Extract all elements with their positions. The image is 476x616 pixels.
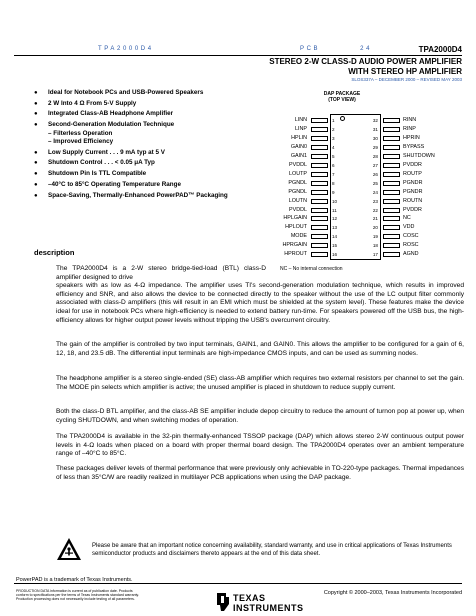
feature-text: Integrated Class-AB Headphone Amplifier (48, 110, 174, 118)
feature-item (34, 121, 234, 147)
pin-lead-left (311, 208, 328, 213)
pin-number-left: 7 (332, 171, 335, 177)
pin-number-left: 14 (332, 234, 338, 240)
pin-name-left: PVDDL (289, 206, 307, 213)
pin-number-left: 3 (332, 135, 335, 141)
package-title-line2: (TOP VIEW) (328, 97, 356, 103)
nc-note: NC – No internal connection (280, 266, 343, 272)
pin-lead-right (383, 216, 400, 221)
description-p1-rest: speakers with as low as 4-Ω impedance. The amplifier uses TI's second-generation modulation technique, which results in improved efficiency and SNR, and also allows the device to be connected directly to the speaker without the use of the LC output filter commonly associated with class-D amplifiers (this will result in an EMI which must be shielded at the system level). These features make the device ideal for use in notebook PCs where high-efficiency is needed to extend battery run-time. For speakers powered off the USB bus, the high-efficiency allows for higher output power levels without tripping the USB's overcurrent circuitry. (56, 282, 464, 324)
pin-number-left: 4 (332, 144, 335, 150)
feature-text: Low Supply Current . . . 9 mA typ at 5 V (48, 148, 165, 156)
pin-lead-right (383, 136, 400, 141)
pin-lead-left (311, 190, 328, 195)
description-heading: description (34, 248, 75, 257)
pin-name-right: NC (403, 215, 411, 222)
page-title: TPA2000D4 (418, 45, 462, 54)
doc-subtitle-line1: STEREO 2-W CLASS-D AUDIO POWER AMPLIFIER (269, 57, 462, 66)
pin-number-right: 32 (372, 118, 378, 123)
feature-item (34, 149, 234, 158)
header-pcb-label: PCB (300, 46, 321, 52)
pin-name-right: SHUTDOWN (403, 152, 435, 159)
pin-name-left: PGNDL (288, 188, 307, 195)
pin-name-right: PVDDR (403, 206, 422, 213)
feature-item (34, 181, 234, 190)
pin-name-left: GAIN1 (290, 152, 307, 159)
feature-list (34, 89, 234, 202)
pin-number-right: 30 (372, 135, 378, 141)
pin-lead-right (383, 172, 400, 177)
pin-number-left: 15 (332, 243, 338, 249)
pin-number-right: 23 (372, 198, 378, 204)
pin-lead-left (311, 145, 328, 150)
header-pcb-number: 24 (360, 46, 373, 52)
pin-lead-right (383, 118, 400, 123)
pin-number-left: 11 (332, 207, 337, 213)
pin-number-right: 27 (372, 162, 378, 168)
pin-name-left: PGNDL (288, 179, 307, 186)
pin-number-left: 12 (332, 216, 338, 222)
feature-text: –40°C to 85°C Operating Temperature Range (48, 180, 181, 188)
pin-name-right: ROSC (403, 242, 419, 249)
pin-lead-right (383, 225, 400, 230)
header-rule (14, 55, 462, 56)
production-data-note: PRODUCTION DATA information is current as of publication date. Products conform to specifications per the terms of Texas Instruments standard warranty. Production processing does not necessarily include testing of all parameters. (16, 589, 140, 602)
feature-item (34, 192, 234, 201)
trademark-note: PowerPAD is a trademark of Texas Instruments. (16, 577, 133, 583)
pin-name-left: PVDDL (289, 161, 307, 168)
pin-number-left: 1 (332, 118, 335, 123)
pin-name-left: HPLIN (291, 134, 307, 141)
pin-number-left: 2 (332, 126, 335, 132)
header-pcb (300, 46, 372, 52)
description-paragraph-1 (56, 265, 464, 325)
doc-id: SLOS337A – DECEMBER 2000 – REVISED MAY 2003 (351, 77, 462, 82)
pin-name-left: HPLOUT (285, 224, 307, 231)
pin-number-left: 16 (332, 252, 338, 258)
pin-name-left: MODE (290, 233, 307, 240)
pin-lead-left (311, 252, 328, 257)
description-paragraph-5: The TPA2000D4 is available in the 32-pin thermally-enhanced TSSOP package (DAP) which allows stereo 2-W continuous output power levels in 4-Ω loads when placed on a board with proper thermal board design. The TPA2000D4 operates over an ambient temperature range of –40°C to 85°C. (56, 433, 464, 458)
pin-number-right: 17 (372, 252, 378, 258)
logo-instruments: INSTRUMENTS (233, 603, 304, 613)
pin-lead-right (383, 154, 400, 159)
pin-number-right: 21 (372, 216, 378, 222)
copyright: Copyright © 2000–2003, Texas Instruments Incorporated (323, 590, 462, 596)
pin-name-right: ROUTP (403, 170, 422, 177)
pin-name-left: GAIN0 (290, 143, 307, 150)
feature-item (34, 170, 234, 179)
pin-lead-left (311, 234, 328, 239)
description-paragraph-3: The headphone amplifier is a stereo single-ended (SE) class-AB amplifier which requires two external resistors per channel to set the gain. The MODE pin selects which amplifier is active; the unused amplifier is placed in shutdown to reduce supply current. (56, 375, 464, 391)
pin-name-right: ROUTN (403, 197, 423, 204)
feature-subitem: – Improved Efficiency (48, 138, 114, 146)
pin-name-left: HPRGAIN (282, 242, 307, 249)
feature-text: Space-Saving, Thermally-Enhanced PowerPAD™ Packaging (48, 191, 228, 199)
pin-lead-left (311, 216, 328, 221)
pin-number-right: 20 (372, 225, 378, 231)
description-p1-start: The TPA2000D4 is a 2-W stereo bridge-tied-load (BTL) class-D amplifier designed to drive (56, 265, 266, 281)
logo-texas: TEXAS (233, 593, 266, 603)
package-title-line1: DAP PACKAGE (323, 91, 361, 97)
pin-number-left: 9 (332, 189, 335, 195)
pin-lead-left (311, 136, 328, 141)
pin-number-right: 25 (372, 180, 378, 186)
pin-number-left: 10 (332, 198, 338, 204)
feature-text: Shutdown Pin Is TTL Compatible (48, 170, 147, 178)
pin-lead-right (383, 145, 400, 150)
ti-logo-icon (215, 592, 231, 612)
doc-subtitle-line2: WITH STEREO HP AMPLIFIER (348, 67, 462, 76)
pin-name-right: RINN (403, 117, 417, 123)
feature-subitem: – Filterless Operation (48, 129, 113, 137)
pin-name-left: HPLGAIN (283, 215, 307, 222)
feature-item (34, 100, 234, 109)
description-paragraph-2: The gain of the amplifier is controlled by two input terminals, GAIN1, and GAIN0. This allows the amplifier to be configured for a gain of 6, 12, 18, and 23.5 dB. The differential input terminals are high-impedance CMOS inputs, and can be used as summing nodes. (56, 341, 464, 357)
pin-name-right: BYPASS (403, 143, 425, 150)
pin-name-right: COSC (403, 233, 419, 240)
pin-name-right: RINP (403, 125, 416, 132)
pin-lead-left (311, 225, 328, 230)
header-part-number: TPA2000D4 (98, 46, 154, 52)
package-title (312, 91, 372, 103)
description-paragraph-6: These packages deliver levels of thermal performance that were previously only achievable in TO-220-type packages. Thermal impedances of less than 35°C/W are readily realized in multilayer PCB applications when using the DAP package. (56, 465, 464, 481)
pin-name-right: HPRIN (403, 134, 420, 141)
feature-item (34, 110, 234, 119)
feature-text: Shutdown Control . . . < 0.05 μA Typ (48, 159, 155, 167)
pin-number-right: 18 (372, 243, 378, 249)
feature-item (34, 89, 234, 98)
pin-lead-right (383, 208, 400, 213)
pin-lead-right (383, 190, 400, 195)
pin-number-right: 28 (372, 153, 378, 159)
pin-number-left: 8 (332, 180, 335, 186)
pin-number-right: 24 (372, 189, 378, 195)
pin-lead-left (311, 127, 328, 132)
important-notice: Please be aware that an important notice concerning availability, standard warranty, and use in critical applications of Texas Instruments semiconductor products and disclaimers thereto appears at the end of this data sheet. (92, 543, 452, 557)
pin-name-right: AGND (403, 251, 419, 258)
feature-item (34, 159, 234, 168)
pin-name-left: LINP (295, 125, 307, 132)
pin-lead-left (311, 118, 328, 123)
pin-name-right: PVDDR (403, 161, 422, 168)
pin-lead-right (383, 252, 400, 257)
pin-name-right: VDD (403, 224, 415, 231)
pin-number-right: 29 (372, 144, 378, 150)
feature-text: 2 W Into 4 Ω From 5-V Supply (48, 99, 137, 107)
pin-name-left: LINN (294, 117, 307, 123)
pin-number-right: 19 (372, 234, 378, 240)
description-paragraph-4: Both the class-D BTL amplifier, and the class-AB SE amplifier include depop circuitry to reduce the amount of turnon pop at power up, when cycling SHUTDOWN, and when switching modes of operation. (56, 408, 464, 424)
pin-number-right: 26 (372, 171, 378, 177)
pin-name-right: PGNDR (403, 179, 423, 186)
pin-lead-right (383, 127, 400, 132)
feature-text: Second-Generation Modulation Technique (48, 121, 175, 129)
pin-lead-right (383, 199, 400, 204)
pin-lead-right (383, 163, 400, 168)
pin-name-left: LOUTP (289, 170, 307, 177)
pin-number-right: 31 (372, 126, 378, 132)
pin-lead-right (383, 234, 400, 239)
pin-lead-left (311, 199, 328, 204)
pin-name-left: LOUTN (288, 197, 307, 204)
pin-name-right: PGNDR (403, 188, 423, 195)
pin-number-left: 13 (332, 225, 338, 231)
pin-lead-left (311, 243, 328, 248)
warning-triangle-icon (56, 537, 82, 561)
footer-rule (14, 583, 462, 584)
pin-lead-right (383, 181, 400, 186)
feature-text: Ideal for Notebook PCs and USB-Powered Speakers (48, 89, 204, 96)
pin-lead-right (383, 243, 400, 248)
pin-number-left: 5 (332, 153, 335, 159)
pin-lead-left (311, 154, 328, 159)
pin-number-right: 22 (372, 207, 378, 213)
pin-lead-left (311, 181, 328, 186)
pin-name-left: HPROUT (284, 251, 307, 258)
pin-lead-left (311, 172, 328, 177)
pin-lead-left (311, 163, 328, 168)
pin-number-left: 6 (332, 162, 335, 168)
